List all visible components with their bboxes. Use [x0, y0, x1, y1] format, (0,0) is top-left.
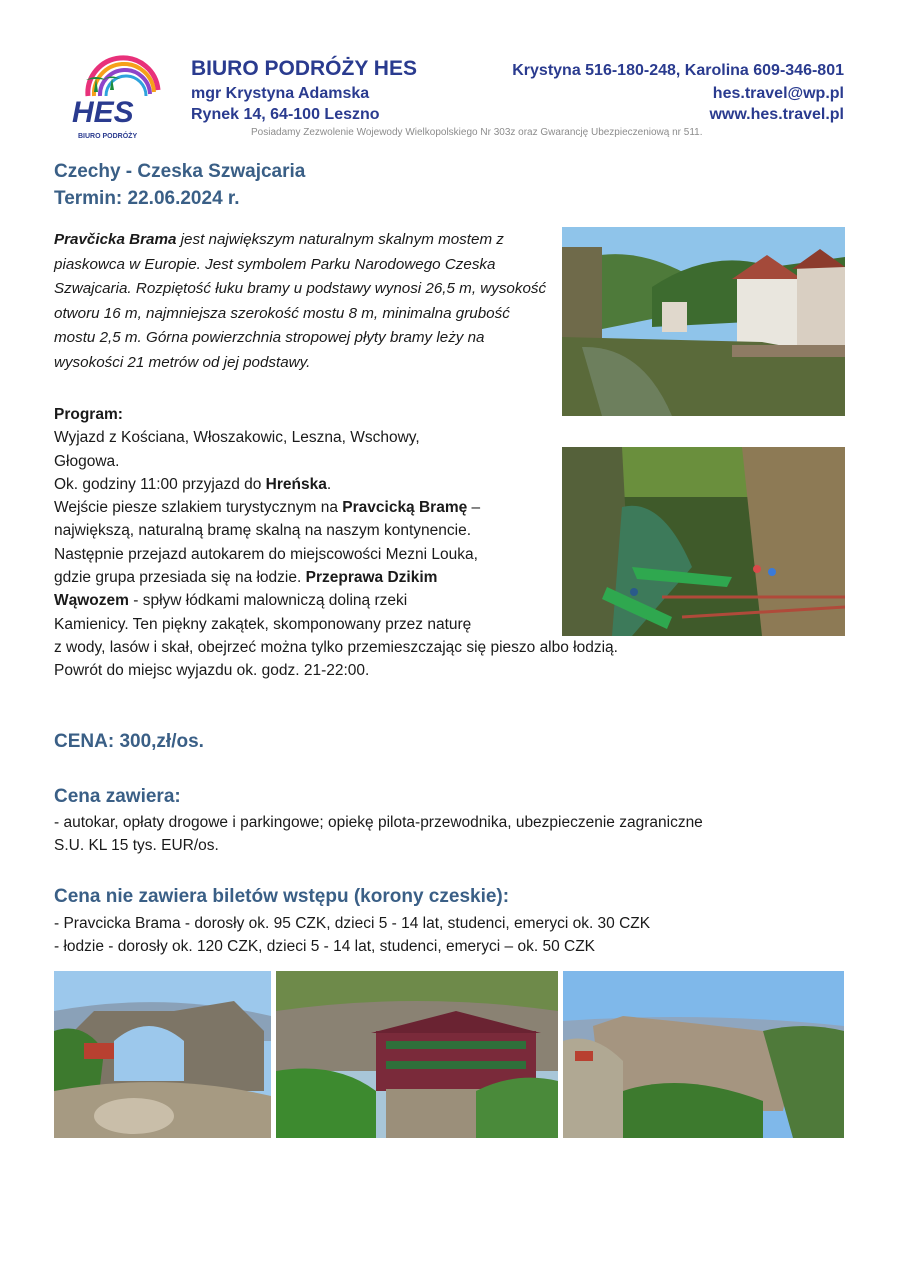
includes-line: S.U. KL 15 tys. EUR/os. — [54, 837, 219, 854]
intro-text: jest największym naturalnym skalnym mostem z piaskowca w Europie. Jest symbolem Parku Narodowego Czeska Szwajcaria. Rozpiętość łuku bramy u podstawy wynosi 26,5 m, wysokość otworu 16 m, najmniejsza szerokość mostu 8 m, minimalna grubość mostu 2,5 m. Górna powierzchnia stropowej płyty bramy leży na wysokości 21 metrów od jej podstawy. — [54, 231, 547, 371]
company-website[interactable]: www.hes.travel.pl — [709, 106, 844, 123]
program-heading: Program: — [54, 406, 123, 423]
permit-note: Posiadamy Zezwolenie Wojewody Wielkopolskiego Nr 303z oraz Gwarancję Ubezpieczeniową nr 511. — [251, 127, 703, 138]
program-line: Wejście piesze szlakiem turystycznym na Pravcicką Bramę – — [54, 499, 481, 517]
photo-falcon-nest — [276, 971, 558, 1138]
intro-bold: Pravčicka Brama — [54, 231, 177, 248]
trip-date: Termin: 22.06.2024 r. — [54, 188, 240, 209]
program-line: Wąwozem - spływ łódkami malowniczą doliną rzeki — [54, 592, 408, 610]
program-line: Kamienicy. Ten piękny zakątek, skomponowany przez naturę — [54, 615, 472, 633]
excludes-line: - Pravcicka Brama - dorosły ok. 95 CZK, dzieci 5 - 14 lat, studenci, emeryci ok. 30 CZK — [54, 915, 651, 932]
intro-paragraph — [54, 228, 552, 376]
svg-text:HES: HES — [72, 96, 134, 129]
program-line: Powrót do miejsc wyjazdu ok. godz. 21-22:00. — [54, 662, 370, 680]
company-address: Rynek 14, 64-100 Leszno — [191, 106, 380, 123]
excludes-line: - łodzie - dorosły ok. 120 CZK, dzieci 5 - 14 lat, studenci, emeryci – ok. 50 CZK — [54, 938, 596, 955]
contact-phones: Krystyna 516-180-248, Karolina 609-346-801 — [512, 62, 844, 79]
photo-gorge-boats — [562, 447, 845, 636]
owner-name: mgr Krystyna Adamska — [191, 85, 370, 102]
program-section — [54, 403, 618, 683]
trip-title: Czechy - Czeska Szwajcaria — [54, 161, 306, 182]
program-line: gdzie grupa przesiada się na łodzie. Przeprawa Dzikim — [54, 569, 438, 587]
svg-text:BIURO PODRÓŻY: BIURO PODRÓŻY — [78, 133, 138, 140]
program-line: Następnie przejazd autokarem do miejscowości Mezni Louka, — [54, 545, 478, 563]
contact-email[interactable]: hes.travel@wp.pl — [712, 85, 844, 102]
program-line: Głogowa. — [54, 452, 120, 470]
program-line: z wody, lasów i skał, obejrzeć można tylko przemieszczając się pieszo albo łodzią. — [54, 638, 618, 656]
photo-sandstone-rocks — [563, 971, 844, 1138]
company-logo — [66, 52, 166, 142]
excludes-heading: Cena nie zawiera biletów wstępu (korony czeskie): — [54, 886, 510, 907]
photo-hrensko-river — [562, 227, 845, 416]
includes-line: - autokar, opłaty drogowe i parkingowe; opiekę pilota-przewodnika, ubezpieczenie zagraniczne — [54, 814, 703, 831]
company-name: BIURO PODRÓŻY HES — [191, 57, 417, 80]
price: CENA: 300,zł/os. — [54, 731, 204, 752]
includes-heading: Cena zawiera: — [54, 786, 181, 807]
program-line: Ok. godziny 11:00 przyjazd do Hreńska. — [54, 475, 332, 493]
photo-pravcicka-brama — [54, 971, 271, 1138]
program-line: Wyjazd z Kościana, Włoszakowic, Leszna, Wschowy, — [54, 429, 420, 447]
logo-graphic — [66, 52, 166, 142]
program-line: największą, naturalną bramę skalną na naszym kontynencie. — [54, 522, 472, 540]
